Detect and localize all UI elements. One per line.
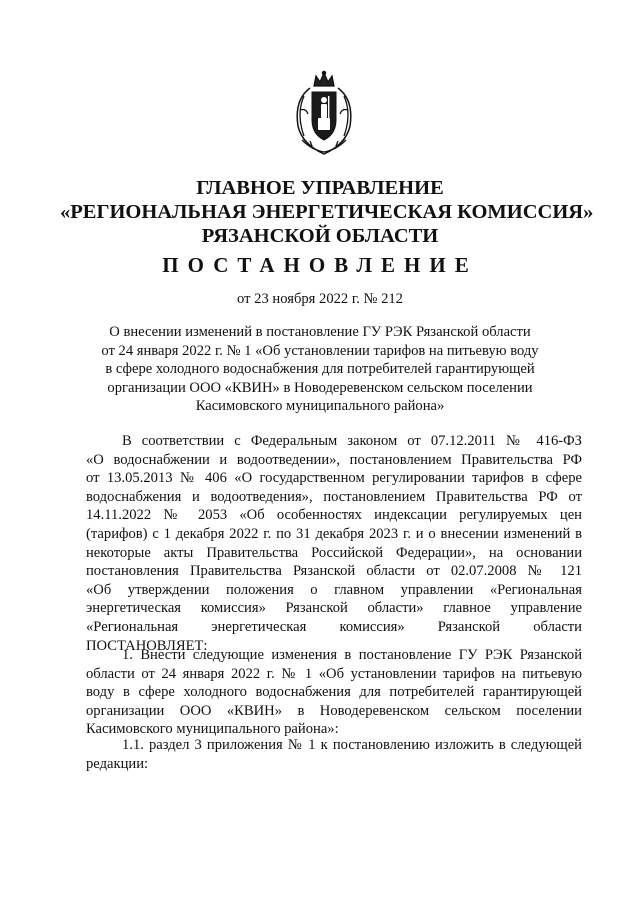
text-line: организации ООО «КВИН» в Новодеревенском сельском поселении [86, 702, 582, 719]
coat-of-arms-emblem [290, 70, 358, 156]
text-line: 1.1. раздел 3 приложения № 1 к постановлению изложить в следующей [122, 737, 582, 753]
text-line: «Региональная энергетическая комиссия» Рязанской области [86, 618, 582, 635]
org-line-1: ГЛАВНОЕ УПРАВЛЕНИЕ [196, 177, 444, 199]
paragraph-item-1-1 [86, 736, 582, 773]
org-line-3: РЯЗАНСКОЙ ОБЛАСТИ [201, 225, 439, 247]
text-line: 1. Внести следующие изменения в постановление ГУ РЭК Рязанской [122, 647, 582, 663]
text-line: В соответствии с Федеральным законом от 07.12.2011 № 416-ФЗ [122, 433, 582, 449]
text-line: некоторые акты Правительства Российской Федерации», на основании [86, 544, 582, 561]
text-line: редакции: [86, 755, 149, 772]
org-line-2: «РЕГИОНАЛЬНАЯ ЭНЕРГЕТИЧЕСКАЯ КОМИССИЯ» [60, 201, 594, 223]
text-line: области от 24 января 2022 г. № 1 «Об установлении тарифов на питьевую [86, 665, 582, 682]
organization-name [60, 176, 594, 248]
text-line: «Об утверждении положения о главном управлении «Региональная [86, 581, 582, 598]
subject-line: от 24 января 2022 г. № 1 «Об установлении тарифов на питьевую воду [101, 342, 539, 359]
text-line: энергетическая комиссия» Рязанской области» главное управление [86, 600, 582, 617]
text-line: Касимовского муниципального района»: [86, 721, 339, 738]
text-line: «О водоснабжении и водоотведении», постановлением Правительства РФ [86, 451, 582, 468]
subject-line: в сфере холодного водоснабжения для потребителей гарантирующей [105, 361, 535, 377]
document-date-number: от 23 ноября 2022 г. № 212 [237, 291, 403, 307]
subject-line: организации ООО «КВИН» в Новодеревенском сельском поселении [107, 379, 533, 396]
paragraph-item-1 [86, 646, 582, 739]
text-line: ПОСТАНОВЛЯЕТ: [86, 637, 208, 654]
text-line: от 13.05.2013 № 406 «О государственном регулировании тарифов в сфере [86, 470, 582, 487]
text-line: (тарифов) с 1 декабря 2022 г. по 31 декабря 2023 г. и о внесении изменений в [86, 525, 582, 542]
text-line: 14.11.2022 № 2053 «Об особенностях индексации регулируемых цен [86, 507, 582, 524]
text-line: водоснабжения и водоотведения», постановлением Правительства РФ от [86, 488, 582, 505]
text-line: постановления Правительства Рязанской области от 02.07.2008 № 121 [86, 563, 582, 580]
subject-line: Касимовского муниципального района» [195, 398, 445, 414]
document-subject [80, 323, 560, 416]
text-line: воду в сфере холодного водоснабжения для потребителей гарантирующей [86, 684, 582, 701]
document-type-title: ПОСТАНОВЛЕНИЕ [162, 253, 478, 277]
subject-line: О внесении изменений в постановление ГУ РЭК Рязанской области [109, 324, 531, 340]
paragraph-preamble [86, 432, 582, 655]
